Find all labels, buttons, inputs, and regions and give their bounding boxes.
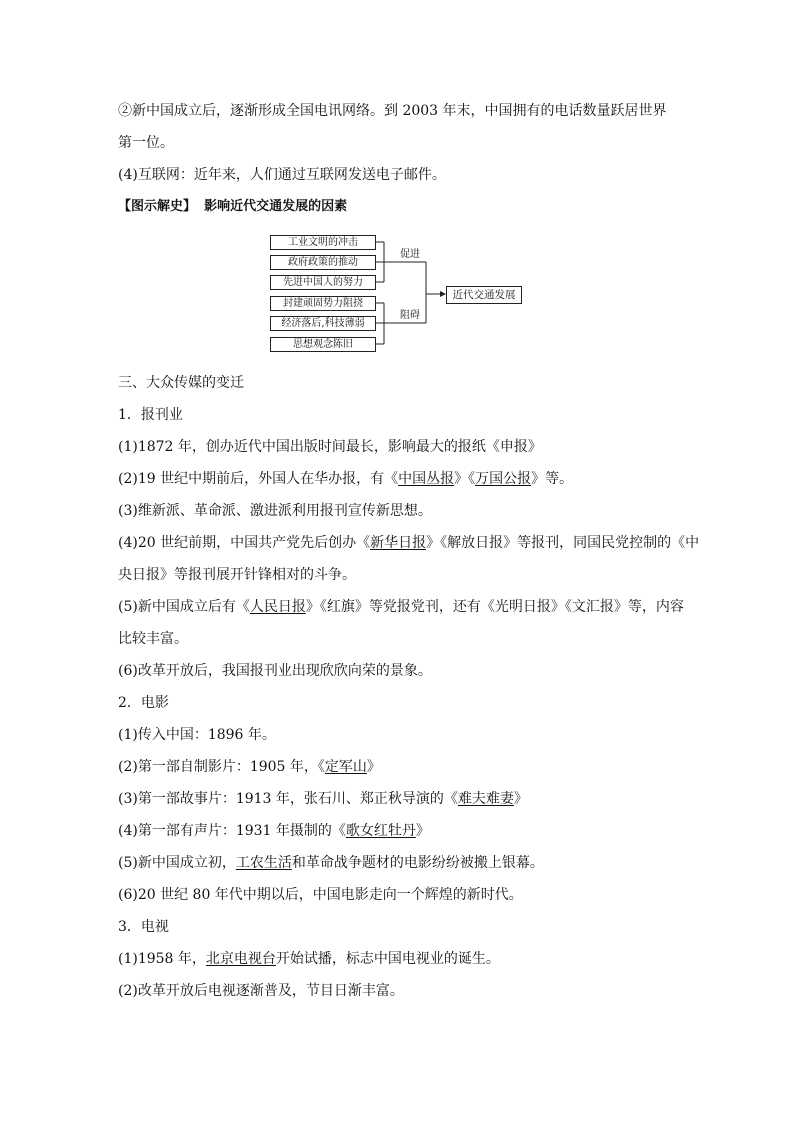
newspaper-item-4: [118, 533, 700, 553]
text-segment: 和革命战争题材的电影纷纷被搬上银幕。: [291, 855, 544, 871]
film-item-6: (6)20 世纪 80 年代中期以后，中国电影走向一个辉煌的新时代。: [118, 887, 523, 903]
underlined-answer: 北京电视台: [205, 951, 276, 967]
film-item-4: [118, 821, 688, 841]
underlined-answer: 歌女红牡丹: [345, 823, 416, 839]
newspaper-item-5: [118, 597, 688, 617]
underlined-answer: 定军山: [324, 759, 367, 775]
factor-old-thinking: 思想观念陈旧: [270, 337, 376, 352]
tv-item-2: (2)改革开放后电视逐渐普及，节目日渐丰富。: [118, 983, 404, 999]
underlined-answer: 难夫难妻: [457, 791, 514, 807]
text-segment: (4)20 世纪前期，中国共产党先后创办《: [118, 535, 371, 551]
text-segment: (2)19 世纪中期前后，外国人在华办报，有《: [118, 471, 399, 487]
traffic-factors-diagram: [270, 232, 524, 354]
tv-item-1: [118, 949, 688, 969]
newspaper-item-2: [118, 469, 688, 489]
factor-advanced-chinese: 先进中国人的努力: [270, 275, 376, 290]
text-segment: 》《红旗》等党报党刊，还有《光明日报》《文汇报》等，内容: [305, 599, 684, 615]
text-segment: 》: [366, 759, 381, 775]
factor-feudal-obstruction: 封建顽固势力阻挠: [270, 296, 376, 311]
result-modern-traffic: 近代交通发展: [446, 286, 522, 304]
text-segment: (3)第一部故事片：1913 年，张石川、郑正秋导演的《: [118, 791, 458, 807]
film-item-3: [118, 789, 688, 809]
factor-government-policy: 政府政策的推动: [270, 255, 376, 270]
text-segment: (4)第一部有声片：1931 年摄制的《: [118, 823, 346, 839]
phone-network-line-cont: 第一位。: [118, 135, 174, 151]
film-item-5: [118, 853, 688, 873]
text-segment: 》《解放日报》等报刊，同国民党控制的《中: [426, 535, 700, 551]
text-segment: (2)第一部自制影片：1905 年，《: [118, 759, 325, 775]
film-item-2: [118, 757, 688, 777]
text-segment: 》: [415, 823, 430, 839]
film-heading: 2．电影: [118, 695, 169, 711]
underlined-answer: 人民日报: [249, 599, 306, 615]
newspaper-item-6: (6)改革开放后，我国报刊业出现欣欣向荣的景象。: [118, 663, 432, 679]
newspaper-item-5-cont: 比较丰富。: [118, 631, 188, 647]
tv-heading: 3．电视: [118, 919, 169, 935]
newspaper-heading: 1．报刊业: [118, 407, 183, 423]
underlined-answer: 新华日报: [370, 535, 427, 551]
internet-line: (4)互联网：近年来，人们通过互联网发送电子邮件。: [118, 167, 446, 183]
text-segment: 》《: [454, 471, 476, 487]
film-item-1: (1)传入中国：1896 年。: [118, 727, 276, 743]
newspaper-item-1: (1)1872 年，创办近代中国出版时间最长，影响最大的报纸《申报》: [118, 439, 542, 455]
text-segment: 》: [513, 791, 528, 807]
text-segment: (5)新中国成立初，: [118, 855, 236, 871]
text-segment: 》等。: [531, 471, 574, 487]
figure-heading: [118, 197, 688, 217]
phone-network-line: ②新中国成立后，逐渐形成全国电讯网络。到 2003 年末，中国拥有的电话数量跃居世界: [118, 103, 667, 119]
text-segment: (1)1958 年，: [118, 951, 206, 967]
text-segment: 开始试播，标志中国电视业的诞生。: [275, 951, 500, 967]
underlined-answer: 中国丛报: [398, 471, 455, 487]
factor-industrial-civilization: 工业文明的冲击: [270, 235, 376, 250]
factor-economic-backwardness: 经济落后,科技薄弱: [270, 316, 376, 331]
underlined-answer: 万国公报: [475, 471, 532, 487]
hinder-label: 阻碍: [400, 310, 420, 321]
newspaper-item-3: (3)维新派、革命派、激进派利用报刊宣传新思想。: [118, 503, 432, 519]
text-segment: (5)新中国成立后有《: [118, 599, 250, 615]
section-heading-media: 三、大众传媒的变迁: [118, 375, 244, 391]
figure-tag: 【图示解史】: [118, 199, 197, 214]
newspaper-item-4-cont: 央日报》等报刊展开针锋相对的斗争。: [118, 567, 356, 583]
underlined-answer: 工农生活: [235, 855, 292, 871]
promote-label: 促进: [400, 249, 420, 260]
figure-title: 影响近代交通发展的因素: [204, 199, 348, 214]
